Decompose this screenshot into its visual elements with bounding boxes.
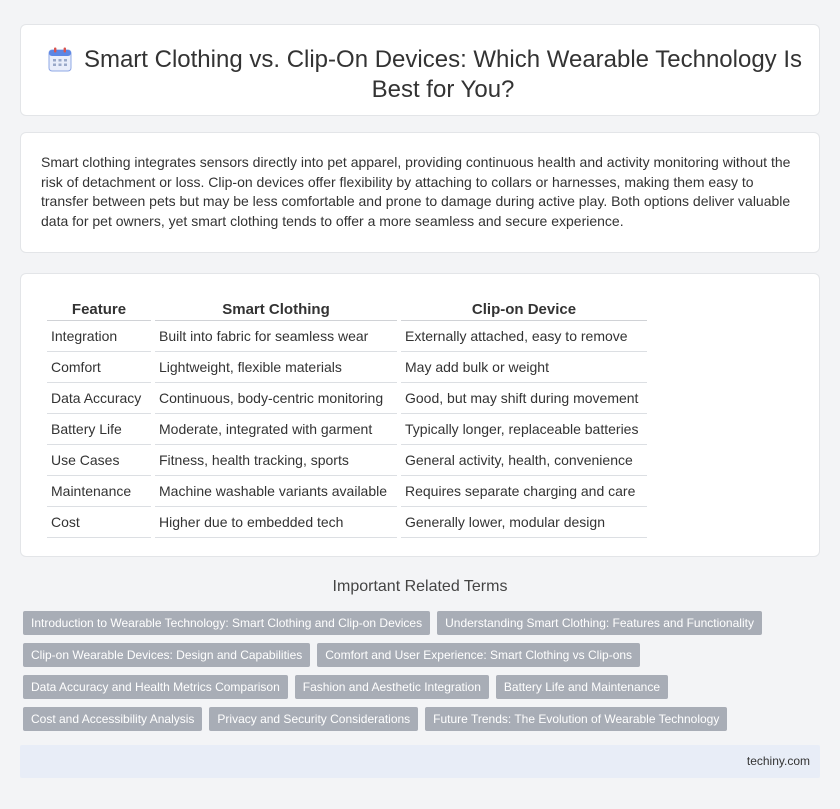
table-cell: Typically longer, replaceable batteries bbox=[401, 414, 647, 445]
table-cell: Requires separate charging and care bbox=[401, 476, 647, 507]
related-term-tag[interactable]: Future Trends: The Evolution of Wearable Technology bbox=[425, 707, 727, 731]
intro-paragraph: Smart clothing integrates sensors directly into pet apparel, providing continuous health and activity monitoring without the risk of detachment or loss. Clip-on devices offer flexibility by attaching to collars or harnesses, making them easy to transfer between pets but may be less comfortable and prone to damage during active play. Both options deliver valuable data for pet owners, yet smart clothing tends to offer a more seamless and secure experience. bbox=[41, 154, 791, 229]
table-cell: Lightweight, flexible materials bbox=[155, 352, 397, 383]
table-cell: Higher due to embedded tech bbox=[155, 507, 397, 538]
table-row bbox=[47, 383, 647, 414]
table-cell: Fitness, health tracking, sports bbox=[155, 445, 397, 476]
table-cell: Use Cases bbox=[47, 445, 151, 476]
table-row bbox=[47, 352, 647, 383]
table-cell: General activity, health, convenience bbox=[401, 445, 647, 476]
related-term-tag[interactable]: Cost and Accessibility Analysis bbox=[23, 707, 202, 731]
calendar-icon bbox=[48, 47, 72, 73]
related-term-tag[interactable]: Clip-on Wearable Devices: Design and Capabilities bbox=[23, 643, 310, 667]
table-cell: May add bulk or weight bbox=[401, 352, 647, 383]
intro-card bbox=[20, 132, 820, 253]
table-row bbox=[47, 321, 647, 352]
column-header-clip-on-device: Clip-on Device bbox=[401, 296, 647, 321]
table-cell: Generally lower, modular design bbox=[401, 507, 647, 538]
related-terms-heading: Important Related Terms bbox=[332, 578, 508, 595]
table-cell: Integration bbox=[47, 321, 151, 352]
related-term-tag[interactable]: Privacy and Security Considerations bbox=[209, 707, 418, 731]
column-header-smart-clothing: Smart Clothing bbox=[155, 296, 397, 321]
table-cell: Comfort bbox=[47, 352, 151, 383]
related-term-tag[interactable]: Introduction to Wearable Technology: Smart Clothing and Clip-on Devices bbox=[23, 611, 430, 635]
table-cell: Cost bbox=[47, 507, 151, 538]
related-term-tag[interactable]: Data Accuracy and Health Metrics Comparison bbox=[23, 675, 288, 699]
comparison-card bbox=[20, 273, 820, 557]
table-row bbox=[47, 414, 647, 445]
table-cell: Good, but may shift during movement bbox=[401, 383, 647, 414]
column-header-feature: Feature bbox=[47, 296, 151, 321]
table-cell: Machine washable variants available bbox=[155, 476, 397, 507]
footer bbox=[20, 745, 820, 778]
table-cell: Battery Life bbox=[47, 414, 151, 445]
related-term-tag[interactable]: Battery Life and Maintenance bbox=[496, 675, 668, 699]
footer-site-link[interactable]: techiny.com bbox=[746, 754, 810, 768]
related-terms-list bbox=[23, 611, 813, 731]
table-cell: Data Accuracy bbox=[47, 383, 151, 414]
table-cell: Moderate, integrated with garment bbox=[155, 414, 397, 445]
title-card bbox=[20, 24, 820, 116]
table-row bbox=[47, 445, 647, 476]
table-header-row bbox=[47, 296, 647, 321]
related-term-tag[interactable]: Fashion and Aesthetic Integration bbox=[295, 675, 489, 699]
table-cell: Maintenance bbox=[47, 476, 151, 507]
related-term-tag[interactable]: Understanding Smart Clothing: Features and Functionality bbox=[437, 611, 762, 635]
comparison-table bbox=[43, 296, 651, 538]
page-title: Smart Clothing vs. Clip-On Devices: Which Wearable Technology Is Best for You? bbox=[83, 46, 803, 103]
table-cell: Built into fabric for seamless wear bbox=[155, 321, 397, 352]
table-cell: Continuous, body-centric monitoring bbox=[155, 383, 397, 414]
table-row bbox=[47, 476, 647, 507]
related-term-tag[interactable]: Comfort and User Experience: Smart Clothing vs Clip-ons bbox=[317, 643, 640, 667]
table-cell: Externally attached, easy to remove bbox=[401, 321, 647, 352]
table-row bbox=[47, 507, 647, 538]
